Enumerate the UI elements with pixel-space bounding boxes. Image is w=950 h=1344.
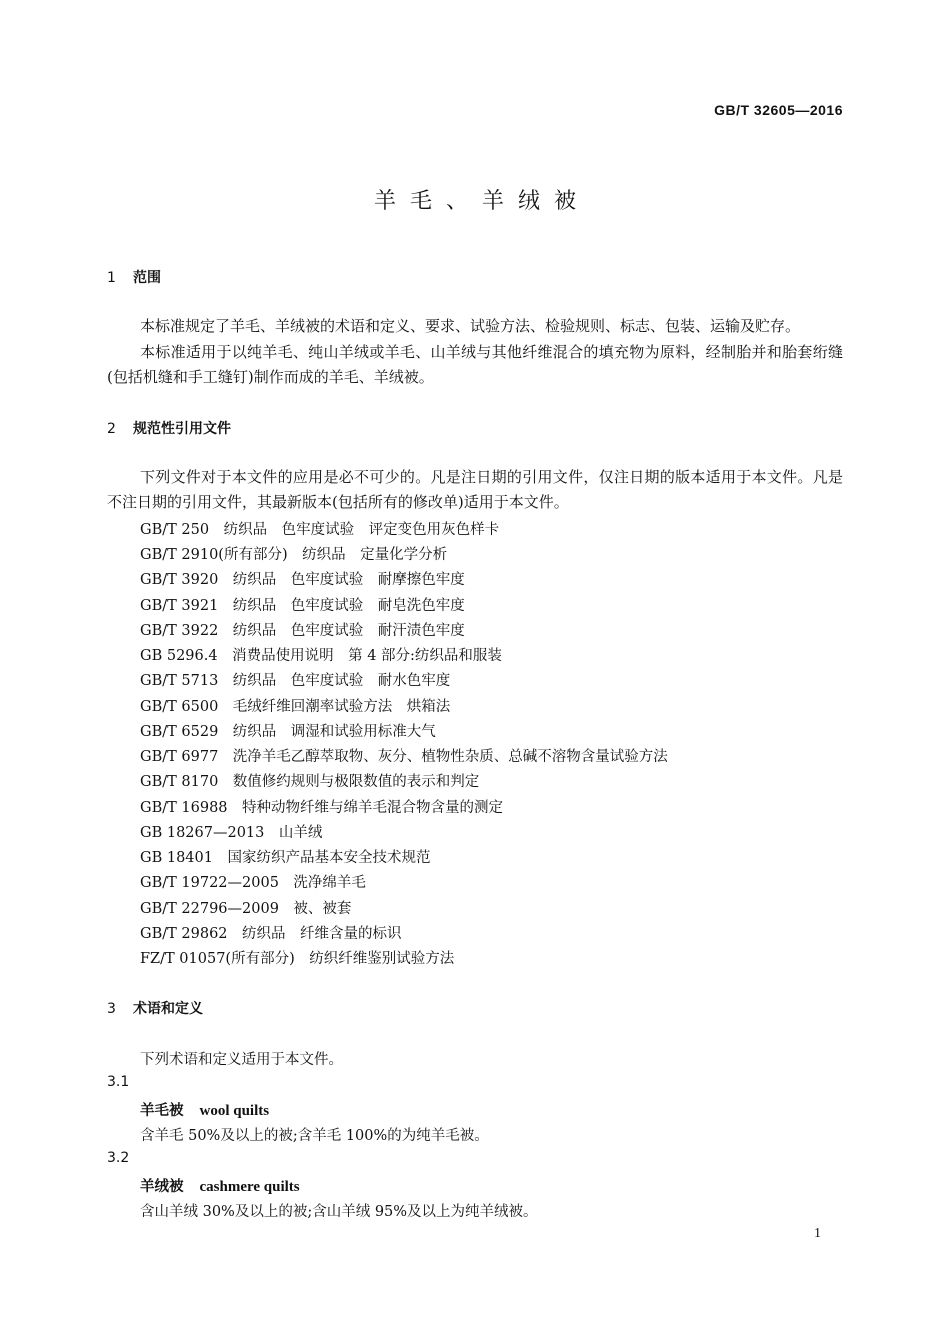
term-definition: 含山羊绒 30%及以上的被;含山羊绒 95%及以上为纯羊绒被。 <box>140 1204 538 1220</box>
standard-code: GB/T 32605—2016 <box>714 102 843 118</box>
reference-item: GB 5296.4 消费品使用说明 第 4 部分:纺织品和服装 <box>140 648 502 664</box>
reference-item: GB/T 16988 特种动物纤维与绵羊毛混合物含量的测定 <box>140 800 504 816</box>
reference-item: GB/T 19722—2005 洗净绵羊毛 <box>140 875 366 891</box>
reference-item: GB 18267—2013 山羊绒 <box>140 825 323 841</box>
term-name <box>140 1175 300 1196</box>
reference-item: GB/T 8170 数值修约规则与极限数值的表示和判定 <box>140 774 480 790</box>
section-heading-terms-and-definitions <box>107 998 203 1018</box>
reference-item: GB 18401 国家纺织产品基本安全技术规范 <box>140 850 431 866</box>
reference-item: GB/T 2910(所有部分) 纺织品 定量化学分析 <box>140 547 448 563</box>
terms-intro: 下列术语和定义适用于本文件。 <box>140 1052 343 1068</box>
term-name <box>140 1099 269 1120</box>
reference-item: GB/T 5713 纺织品 色牢度试验 耐水色牢度 <box>140 673 451 689</box>
term-number: 3.1 <box>107 1074 130 1090</box>
section-number: 3 <box>107 1001 116 1017</box>
normative-refs-intro: 下列文件对于本文件的应用是必不可少的。凡是注日期的引用文件，仅注日期的版本适用于本文件。凡是不注日期的引用文件，其最新版本(包括所有的修改单)适用于本文件。 <box>107 468 843 511</box>
reference-item: GB/T 29862 纺织品 纤维含量的标识 <box>140 926 402 942</box>
reference-item: GB/T 6500 毛绒纤维回潮率试验方法 烘箱法 <box>140 699 451 715</box>
reference-item: GB/T 250 纺织品 色牢度试验 评定变色用灰色样卡 <box>140 522 500 538</box>
term-name-zh: 羊绒被 <box>140 1178 184 1195</box>
reference-item: GB/T 22796—2009 被、被套 <box>140 901 352 917</box>
term-name-en: cashmere quilts <box>199 1179 300 1195</box>
reference-item: FZ/T 01057(所有部分) 纺织纤维鉴别试验方法 <box>140 951 455 967</box>
term-name-en: wool quilts <box>199 1103 270 1119</box>
scope-paragraph-1: 本标准规定了羊毛、羊绒被的术语和定义、要求、试验方法、检验规则、标志、包装、运输及贮存。 <box>140 317 801 335</box>
section-title: 规范性引用文件 <box>133 421 231 437</box>
section-number: 2 <box>107 421 116 437</box>
section-heading-scope <box>107 267 161 287</box>
reference-item: GB/T 3920 纺织品 色牢度试验 耐摩擦色牢度 <box>140 572 465 588</box>
document-title: 羊毛、羊绒被 <box>373 189 590 214</box>
page-number: 1 <box>814 1226 821 1241</box>
section-heading-normative-references <box>107 418 231 438</box>
section-title: 范围 <box>133 270 161 286</box>
reference-item: GB/T 3921 纺织品 色牢度试验 耐皂洗色牢度 <box>140 598 465 614</box>
term-number: 3.2 <box>107 1150 130 1166</box>
term-name-zh: 羊毛被 <box>140 1102 184 1119</box>
term-definition: 含羊毛 50%及以上的被;含羊毛 100%的为纯羊毛被。 <box>140 1128 489 1144</box>
reference-item: GB/T 3922 纺织品 色牢度试验 耐汗渍色牢度 <box>140 623 465 639</box>
reference-item: GB/T 6529 纺织品 调湿和试验用标准大气 <box>140 724 436 740</box>
section-title: 术语和定义 <box>133 1001 203 1017</box>
section-number: 1 <box>107 270 116 286</box>
reference-item: GB/T 6977 洗净羊毛乙醇萃取物、灰分、植物性杂质、总碱不溶物含量试验方法 <box>140 749 668 765</box>
scope-paragraph-2: 本标准适用于以纯羊毛、纯山羊绒或羊毛、山羊绒与其他纤维混合的填充物为原料，经制胎并和胎套绗缝(包括机缝和手工缝钉)制作而成的羊毛、羊绒被。 <box>107 343 843 386</box>
